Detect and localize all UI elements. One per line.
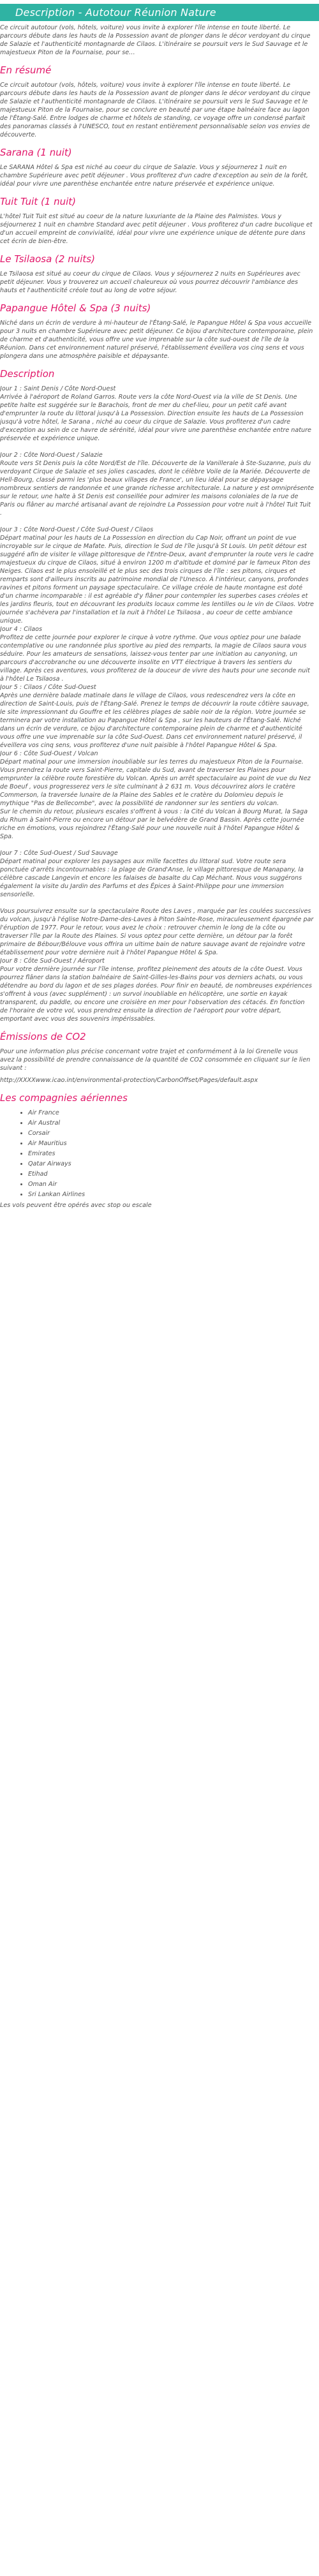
co2-heading: Émissions de CO2 [0, 1031, 86, 1042]
airline-item: • Corsair [28, 1129, 314, 1137]
hotel-heading: Sarana (1 nuit) [0, 147, 72, 158]
section-banner [0, 4, 319, 21]
programme-section [0, 368, 314, 1023]
hotel-papangue [0, 302, 314, 360]
intro-section [0, 24, 314, 57]
programme-heading: Description [0, 368, 55, 380]
airline-item: • Emirates [28, 1150, 314, 1158]
co2-link[interactable]: http://XXXXwww.icao.int/environmental-protection/CarbonOffset/Pages/default.aspx [0, 1077, 258, 1084]
summary-heading: En résumé [0, 64, 52, 76]
hotel-heading: Le Tsilaosa (2 nuits) [0, 253, 95, 265]
airlines-list [0, 1109, 314, 1199]
airline-item: • Etihad [28, 1170, 314, 1178]
content [0, 24, 319, 1210]
hotel-heading: Tuit Tuit (1 nuit) [0, 196, 77, 207]
page [0, 4, 319, 1210]
hotel-description: Niché dans un écrin de verdure à mi-hauteur de l'Étang-Salé, le Papangue Hôtel & Spa vous accueille pour 3 nuits en chambre Supérieure avec petit déjeuner. Ce bijou d'architecture contemporaine, plein de charme et d'authenticité, vous offre une vue imprenable sur la côte sud-ouest de l'île de la Réunion. Dans cet environnement naturel préservé, l'établissement éveillera vos cinq sens et vous plongera dans une atmosphère paisible et dépaysante. [0, 320, 313, 360]
summary-text: Ce circuit autotour (vols, hôtels, voiture) vous invite à explorer l'île intense en toute liberté. Le parcours débute dans les hauts de la Possession avant de plonger dans le décor verdoyant du cirque de Salazie et l'authenticité montagnarde de Cilaos. L'itinéraire se poursuit vers le Sud Sauvage et le majestueux Piton de la Fournaise, pour se conclure en beauté par une étape balnéaire face au lagon de l'Étang-Salé. Entre lodges de charme et hôtels de standing, ce voyage offre un condensé parfait des panoramas classés à l'UNESCO, tout en restant entièrement personnalisable selon vos envies de découverte. [0, 82, 311, 138]
co2-text: Pour une information plus précise concernant votre trajet et conformément à la loi Grenelle vous avez la possibilité de prendre connaissance de la quantité de CO2 consommée en cliquant sur le lien suivant : [0, 1048, 311, 1072]
hotel-description: L'hôtel Tuit Tuit est situé au coeur de la nature luxuriante de la Plaine des Palmistes. Vous y séjournerez 1 nuit en chambre Standard avec petit déjeuner . Vous profiterez d'un cadre bucolique et d'un accueil empreint de convivialité, idéal pour vivre une expérience unique de détente pure dans cet écrin de bien-être. [0, 213, 313, 245]
airline-item: • Oman Air [28, 1180, 314, 1188]
co2-section [0, 1031, 314, 1084]
airline-item: • Sri Lankan Airlines [28, 1190, 314, 1199]
intro-text: Ce circuit autotour (vols, hôtels, voiture) vous invite à explorer l'île intense en toute liberté. Le parcours débute dans les hauts de la Possession avant de plonger dans le décor verdoyant du cirque de Salazie et l'authenticité montagnarde de Cilaos. L'itinéraire se poursuit vers le Sud Sauvage et le majestueux Piton de la Fournaise, pour se… [0, 24, 311, 56]
hotel-sarana [0, 147, 314, 188]
airline-item: • Air Mauritius [28, 1139, 314, 1148]
airline-item: • Air Austral [28, 1119, 314, 1127]
banner-title: Description - Autotour Réunion Nature [15, 6, 216, 19]
hotel-description: Le Tsilaosa est situé au coeur du cirque de Cilaos. Vous y séjournerez 2 nuits en Supérieures avec petit déjeuner. Vous y trouverez un accueil chaleureux où vous pourrez découvrir l'ambiance des hauts et l'authenticité créole tout au long de votre séjour. [0, 270, 300, 294]
programme-text: Jour 1 : Saint Denis / Côte Nord-Ouest Arrivée à l'aéroport de Roland Garros. Route vers la côte Nord-Ouest via la ville de St Denis. Une petite halte est suggérée sur le Barachois, front de mer du chef-lieu, pour un petit café avant d'emprunter la route du littoral jusqu'à La Possession. Direction ensuite les hauts de La Possession jusqu'à votre hôtel, le Sarana , niché au coeur du cirque de Salazie. Vous profiterez d'un cadre d'exception au sein de ce havre de sérénité, idéal pour vivre une parenthèse enchantée entre nature préservée et expérience unique. Jour 2 : Côte Nord-Ouest / Salazie Route vers St Denis puis la côte Nord/Est de l'île. Découverte de la Vanillerale à Ste-Suzanne, puis du verdoyant Cirque de Salazie et ses jolies cascades, dont le célèbre Voile de la Mariée. Découverte de Hell-Bourg, classé parmi les 'plus beaux villages de France', un lieu idéal pour se dépaysage nombreux sentiers de randonnée et une grande richesse architecturale. La nature y est omniprésente sur le retour, une halte à St Denis est conseillée pour admirer les maisons coloniales de la rue de Paris ou flâner au marché artisanal avant de rejoindre La Possession pour votre nuit à l'hôtel Tuit Tuit . Jour 3 : Côte Nord-Ouest / Côte Sud-Ouest / Cilaos Départ matinal pour les hauts de La Possession en direction du Cap Noir, offrant un point de vue incroyable sur le cirque de Mafate. Puis, direction le Sud de l'île jusqu'à St Louis. Un petit détour est suggéré afin de visiter le village pittoresque de l'Entre-Deux, avant d'emprunter la route vers le cadre majestueux du cirque de Cilaos, situé à environ 1200 m d'altitude et dominé par le fameux Piton des Neiges. Cilaos est le plus ensoleillé et le plus sec des trois cirques de l'île : ses pitons, cirques et remparts sont d'ailleurs inscrits au patrimoine mondial de l'Unesco. À l'intérieur, canyons, profondes ravines et pitons forment un paysage spectaculaire. Ce village créole de haute montagne est doté d'un charme incomparable : il est agréable d'y flâner pour contempler les superbes cases créoles et les jardins fleuris, tout en découvrant les produits locaux comme les lentilles ou le vin de Cilaos. Votre journée s'achèvera par l'installation et la nuit à l'hôtel Le Tsilaosa , au coeur de cette ambiance unique. Jour 4 : Cilaos Profitez de cette journée pour explorer le cirque à votre rythme. Que vous optiez pour une balade contemplative ou une randonnée plus sportive au pied des remparts, la magie de Cilaos saura vous séduire. Pour les amateurs de sensations, laissez-vous tenter par une initiation au canyoning, un parcours d'accrobranche ou une découverte insolite en VTT électrique à travers les sentiers du village. Après ces aventures, vous profiterez de la douceur de vivre des hauts pour une seconde nuit à l'hôtel Le Tsilaosa . Jour 5 : Cilaos / Côte Sud-Ouest Après une dernière balade matinale dans le village de Cilaos, vous redescendrez vers la côte en direction de Saint-Louis, puis de l'Étang-Salé. Prenez le temps de découvrir la route côtière sauvage, le site impressionnant du Gouffre et les célèbres plages de sable noir de la région. Votre journée se terminera par votre installation au Papangue Hôtel & Spa , sur les hauteurs de l'Étang-Salé. Niché dans un écrin de verdure, ce bijou d'architecture contemporaine plein de charme et d'authenticité vous offre une vue imprenable sur la côte Sud-Ouest. Dans cet environnement naturel préservé, il éveillera vos cinq sens, vous profiterez d'une nuit paisible à l'hôtel Papangue Hôtel & Spa. Jour 6 : Côte Sud-Ouest / Volcan Départ matinal pour une immersion inoubliable sur les terres du majestueux Piton de la Fournaise. Vous prendrez la route vers Saint-Pierre, capitale du Sud, avant de traverser les Plaines pour emprunter la célèbre route forestière du Volcan. Après un arrêt spectaculaire au point de vue du Nez de Boeuf , vous progresserez vers le site culminant à 2 631 m. Vous découvrirez alors le cratère Commerson, la traversée lunaire de la Plaine des Sables et le cratère du Dolomieu depuis le mythique "Pas de Bellecombe", avec la possibilité de randonner sur les sentiers du volcan. Sur le chemin du retour, plusieurs escales s'offrent à vous : la Cité du Volcan à Bourg Murat, la Saga du Rhum à Saint-Pierre ou encore un détour par le belvédère de Grand Bassin. Après cette journée riche en émotions, vous rejoindrez l'Étang-Salé pour une nouvelle nuit à l'hôtel Papangue Hôtel & Spa. Jour 7 : Côte Sud-Ouest / Sud Sauvage Départ matinal pour explorer les paysages aux mille facettes du littoral sud. Votre route sera ponctuée d'arrêts incontournables : la plage de Grand'Anse, le village pittoresque de Manapany, la célèbre cascade Langevin et encore les falaises de basalte du Cap Méchant. Nous vous suggérons également la visite du Jardin des Parfums et des Épices à Saint-Philippe pour une immersion sensorielle. Vous poursuivrez ensuite sur la spectaculaire Route des Laves , marquée par les coulées successives du volcan, jusqu'à l'église Notre-Dame-des-Laves à Piton Sainte-Rose, miraculeusement épargnée par l'éruption de 1977. Pour le retour, vous avez le choix : retrouver chemin le long de la côte ou traverser l'île par la Route des Plaines. Si vous optez pour cette dernière, un détour par la forêt primaire de Bébour/Bélouve vous offrira un ultime bain de nature sauvage avant de rejoindre votre établissement pour votre dernière nuit à l'hôtel Papangue Hôtel & Spa. Jour 8 : Côte Sud-Ouest / Aéroport Pour votre dernière journée sur l'île intense, profitez pleinement des atouts de la côte Ouest. Vous pourrez flâner dans la station balnéaire de Saint-Gilles-les-Bains pour vos derniers achats, ou vous détendre au bord du lagon et de ses plages dorées. Pour finir en beauté, de nombreuses expériences s'offrent à vous (avec supplément) : un survol inoubliable en hélicoptère, une sortie en kayak transparent, du paddle, ou encore une croisière en mer pour l'observation des cétacés. En fonction de l'horaire de votre vol, vous prendrez ensuite la direction de l'aéroport pour votre départ, emportant avec vous des souvenirs impérissables. [0, 385, 315, 1023]
summary-section [0, 64, 314, 139]
hotel-heading: Papangue Hôtel & Spa (3 nuits) [0, 302, 151, 314]
hotel-tsilaosa [0, 253, 314, 295]
airlines-footer: Les vols peuvent être opérés avec stop ou escale [0, 1202, 152, 1209]
airline-item: • Qatar Airways [28, 1160, 314, 1168]
airlines-heading: Les compagnies aériennes [0, 1092, 128, 1104]
hotel-description: Le SARANA Hôtel & Spa est niché au coeur du cirque de Salazie. Vous y séjournerez 1 nuit en chambre Supérieure avec petit déjeuner . Vous profiterez d'un cadre d'exception au sein de la forêt, idéal pour vivre une parenthèse enchantée entre nature préservée et expérience unique. [0, 164, 308, 188]
airline-item: • Air France [28, 1109, 314, 1117]
airlines-section [0, 1092, 314, 1210]
hotel-tuit-tuit [0, 196, 314, 246]
